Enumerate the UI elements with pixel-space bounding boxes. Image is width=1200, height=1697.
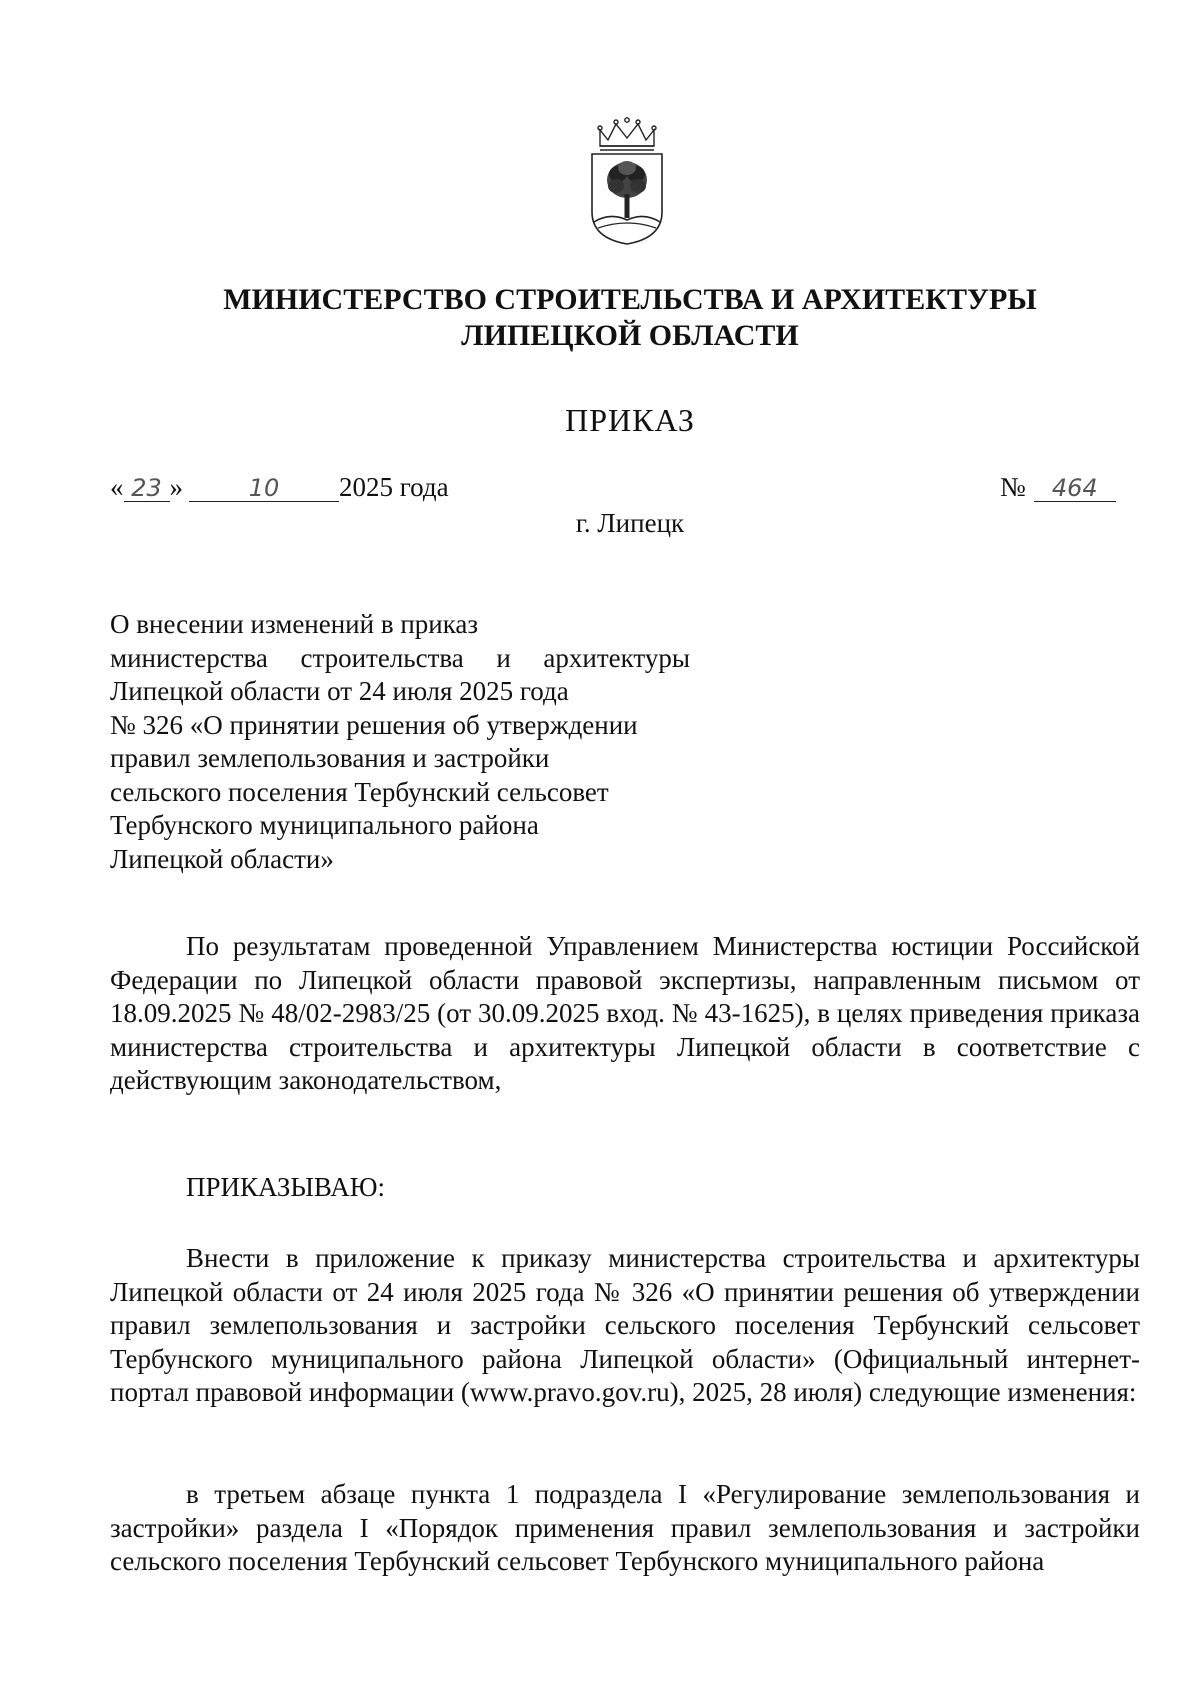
document-type-title: ПРИКАЗ	[565, 402, 695, 438]
coat-of-arms-emblem	[586, 116, 668, 246]
ministry-name-line2: ЛИПЕЦКОЙ ОБЛАСТИ	[461, 319, 799, 352]
subject-line: № 326 «О принятии решения об утверждении	[110, 709, 638, 740]
date-month-handwritten: 10	[189, 475, 339, 502]
order-subject	[110, 608, 690, 876]
subject-line: О внесении изменений в приказ	[110, 609, 479, 639]
subject-line: правил землепользования и застройки	[110, 743, 550, 773]
amendment-detail-paragraph: в третьем абзаце пункта 1 подраздела I «Регулирование землепользования и застройки» раздела I «Порядок применения правил землепользования и застройки сельского поселения Тербунский сельсовет Тербунского муниципального района	[110, 1479, 1140, 1576]
number-label: №	[1000, 472, 1026, 502]
date-open-quote: «	[110, 472, 124, 502]
subject-line: сельского поселения Тербунский сельсовет	[110, 776, 609, 807]
subject-line: Липецкой области от 24 июля 2025 года	[110, 676, 569, 706]
date-close-quote: »	[169, 472, 183, 502]
order-directive-word: ПРИКАЗЫВАЮ:	[186, 1172, 385, 1202]
city-name: г. Липецк	[575, 508, 685, 538]
subject-line: Тербунского муниципального района	[110, 810, 539, 840]
date-year-text: 2025 года	[339, 472, 449, 502]
subject-line: Липецкой области»	[110, 843, 334, 874]
ministry-name-line1: МИНИСТЕРСТВО СТРОИТЕЛЬСТВА И АРХИТЕКТУРЫ	[223, 283, 1037, 316]
number-value-handwritten: 464	[1034, 475, 1116, 502]
preamble-paragraph: По результатам проведенной Управлением Министерства юстиции Российской Федерации по Липецкой области правовой экспертизы, направленным письмом от 18.09.2025 № 48/02-2983/25 (от 30.09.2025 вход. № 43-1625), в целях приведения приказа министерства строительства и архитектуры Липецкой области в соответствие с действующим законодательством,	[110, 931, 1140, 1095]
order-date	[110, 470, 449, 504]
date-day-handwritten: 23	[124, 475, 170, 502]
order-number	[1000, 470, 1116, 504]
amendment-paragraph: Внести в приложение к приказу министерства строительства и архитектуры Липецкой области от 24 июля 2025 года № 326 «О принятии решения об утверждении правил землепользования и застройки сельского поселения Тербунский сельсовет Тербунского муниципального района Липецкой области» (Официальный интернет-портал правовой информации (www.pravo.gov.ru), 2025, 28 июля) следующие изменения:	[110, 1243, 1140, 1407]
subject-line: министерства строительства и архитектуры	[110, 642, 690, 673]
